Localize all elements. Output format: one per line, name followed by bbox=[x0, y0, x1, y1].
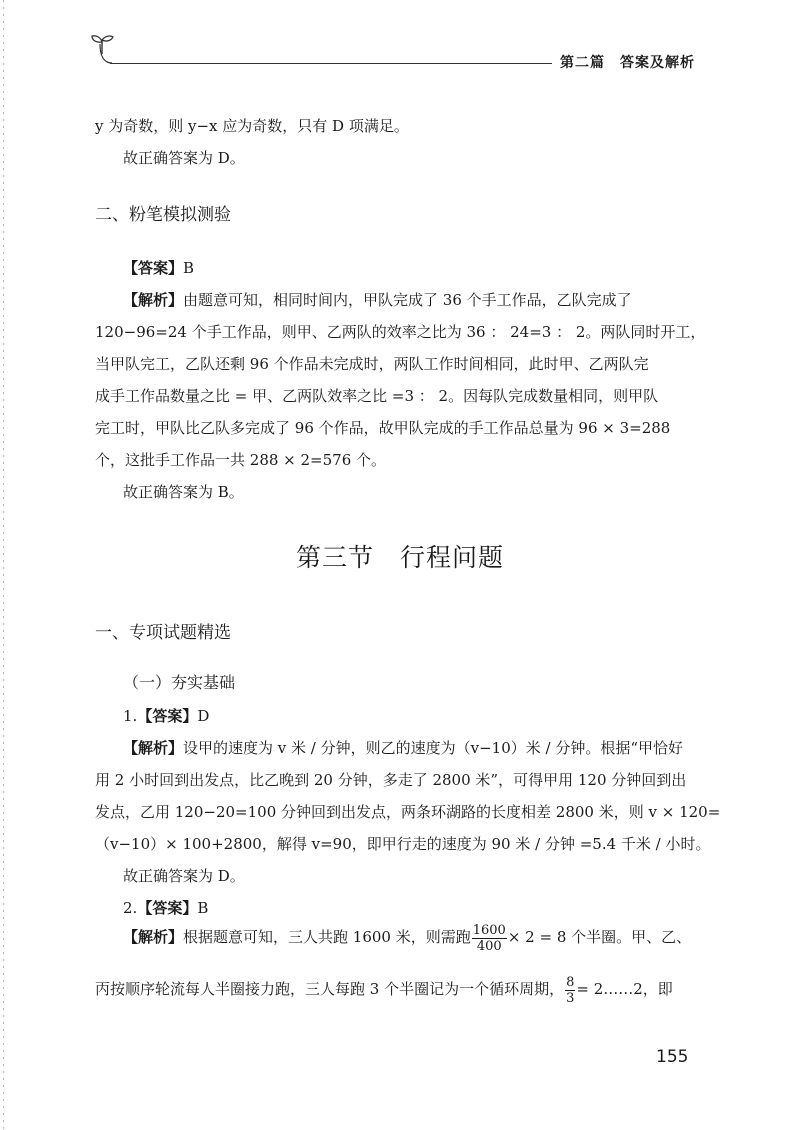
answer-label: 【答案】 bbox=[123, 259, 184, 277]
header-rule bbox=[110, 63, 552, 64]
intro-line-1: y 为奇数，则 y−x 应为奇数，只有 D 项满足。 bbox=[95, 117, 409, 135]
mock-analysis-line-3: 当甲队完工，乙队还剩 96 个作品未完成时，两队工作时间相同，此时甲、乙两队完 bbox=[95, 355, 649, 373]
q1-analysis-line-4: （v−10）× 100+2800，解得 v=90，即甲行走的速度为 90 米 / 分钟 =5.4 千米 / 小时。 bbox=[95, 835, 711, 853]
section-name: 行程问题 bbox=[400, 543, 505, 572]
analysis-text: 丙按顺序轮流每人半圈接力跑，三人每跑 3 个半圈记为一个循环周期， bbox=[95, 980, 565, 998]
header-title: 第二篇 答案及解析 bbox=[560, 55, 695, 71]
q1-answer bbox=[123, 706, 209, 726]
analysis-text-continued: × 2 = 8 个半圈。甲、乙、 bbox=[507, 928, 692, 946]
fraction-numerator: 8 bbox=[566, 974, 575, 990]
mock-analysis-line-2: 120−96=24 个手工作品，则甲、乙两队的效率之比为 36 ： 24=3 ： 2。两队同时开工， bbox=[95, 323, 706, 341]
analysis-text: 根据题意可知，三人共跑 1600 米，则需跑 bbox=[183, 928, 471, 946]
mock-analysis-line-6: 个，这批手工作品一共 288 × 2=576 个。 bbox=[95, 451, 387, 469]
q2-number: 2. bbox=[123, 899, 138, 917]
analysis-text-continued: = 2……2，即 bbox=[576, 980, 673, 998]
q2-analysis-line-2 bbox=[95, 972, 673, 1006]
q1-analysis-line-3: 发点，乙用 120−20=100 分钟回到出发点，两条环湖路的长度相差 2800 米，则 v × 120= bbox=[95, 803, 721, 821]
analysis-label: 【解析】 bbox=[123, 291, 184, 309]
answer-value: B bbox=[197, 899, 209, 917]
mock-analysis-line-1 bbox=[123, 290, 632, 310]
fraction-numerator: 1600 bbox=[472, 922, 506, 938]
q1-number: 1. bbox=[123, 707, 138, 725]
answer-label: 【答案】 bbox=[137, 899, 198, 917]
mock-heading: 二、粉笔模拟测验 bbox=[95, 205, 231, 225]
special-heading: 一、专项试题精选 bbox=[95, 623, 231, 643]
analysis-label: 【解析】 bbox=[123, 739, 184, 757]
answer-value: D bbox=[197, 707, 210, 725]
analysis-label: 【解析】 bbox=[123, 928, 184, 946]
fraction-1600-over-400 bbox=[472, 923, 507, 954]
q1-analysis-line-2: 用 2 小时回到出发点，比乙晚到 20 分钟，多走了 2800 米”，可得甲用 120 分钟回到出 bbox=[95, 771, 687, 789]
answer-label: 【答案】 bbox=[137, 707, 198, 725]
q1-analysis-line-1 bbox=[123, 738, 683, 758]
intro-conclusion: 故正确答案为 D。 bbox=[123, 149, 245, 167]
fraction-denominator: 400 bbox=[476, 938, 502, 954]
section-title bbox=[0, 538, 800, 574]
mock-analysis-line-5: 完工时，甲队比乙队多完成了 96 个作品，故甲队完成的手工作品总量为 96 × 3=288 bbox=[95, 419, 671, 437]
mock-answer bbox=[123, 258, 194, 278]
mock-analysis-line-4: 成手工作品数量之比 = 甲、乙两队效率之比 =3 ： 2。因每队完成数量相同，则甲队 bbox=[95, 387, 659, 405]
q1-conclusion: 故正确答案为 D。 bbox=[123, 867, 245, 885]
analysis-text: 设甲的速度为 v 米 / 分钟，则乙的速度为（v−10）米 / 分钟。根据“甲恰好 bbox=[183, 739, 684, 757]
analysis-text: 由题意可知，相同时间内，甲队完成了 36 个手工作品，乙队完成了 bbox=[183, 291, 632, 309]
page-number: 155 bbox=[656, 1047, 689, 1067]
q2-answer bbox=[123, 898, 208, 918]
mock-conclusion: 故正确答案为 B。 bbox=[123, 483, 244, 501]
fraction-denominator: 3 bbox=[566, 990, 575, 1006]
section-number: 第三节 bbox=[295, 543, 374, 572]
special-subheading: （一）夯实基础 bbox=[123, 673, 236, 692]
q2-analysis-line-1 bbox=[123, 920, 691, 954]
answer-value: B bbox=[183, 259, 195, 277]
fraction-8-over-3 bbox=[565, 975, 575, 1006]
